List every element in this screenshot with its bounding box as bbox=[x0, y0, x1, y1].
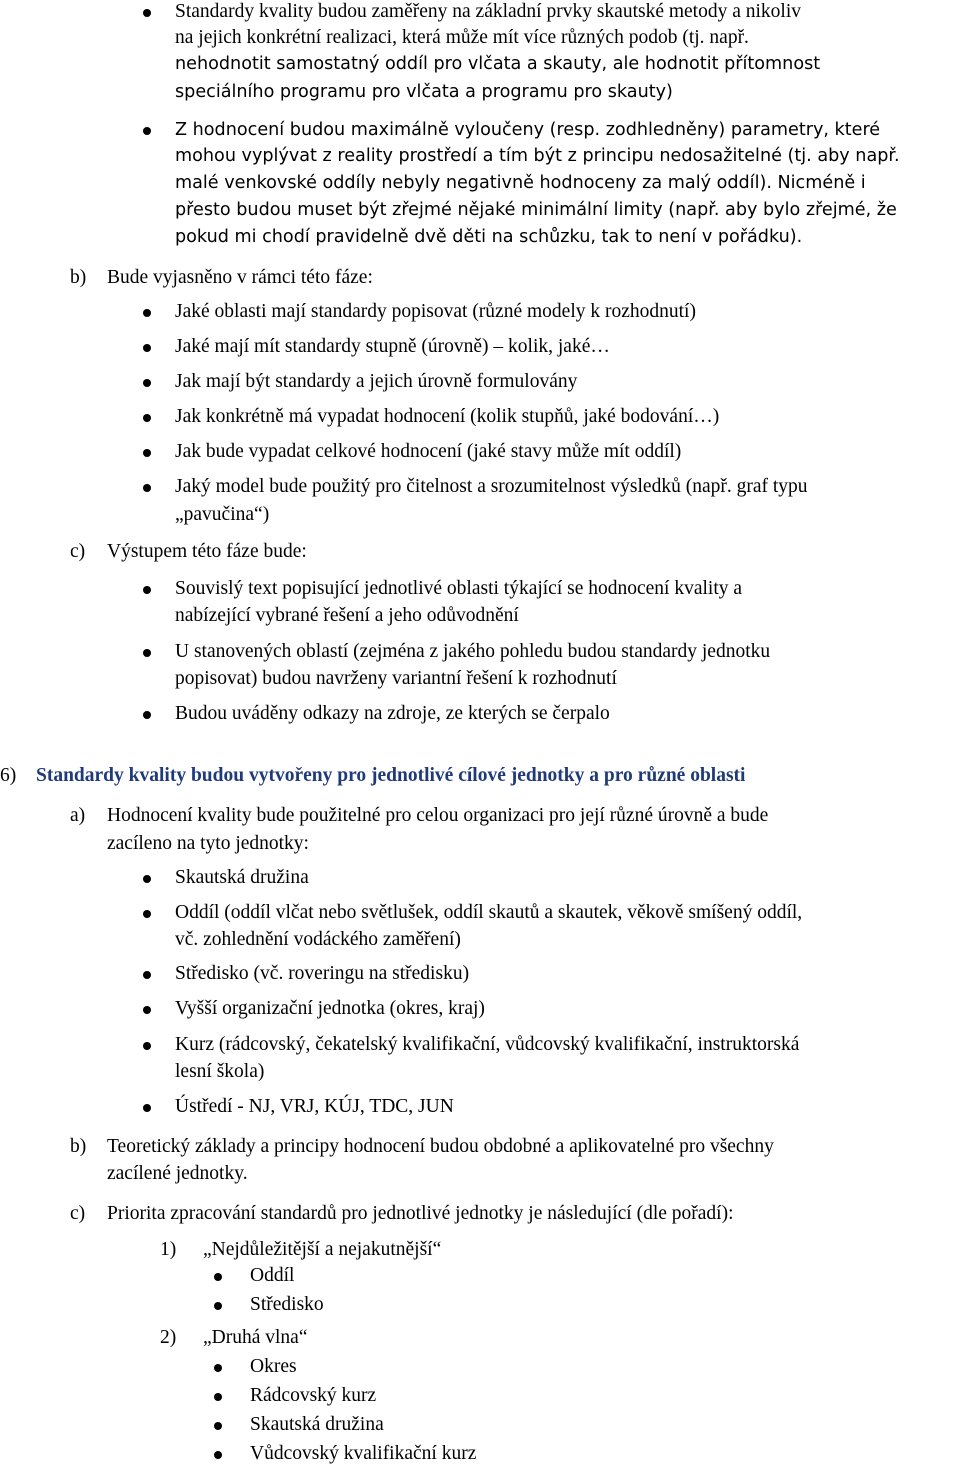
bullet-icon bbox=[143, 344, 151, 352]
section-b-item-6-line-2: „pavučina“) bbox=[175, 504, 270, 525]
intro-bullet-2-line-3: malé venkovské oddíly nebyly negativně hodnoceny za malý oddíl). Nicméně i bbox=[175, 173, 866, 193]
bullet-icon bbox=[143, 484, 151, 492]
bullet-icon bbox=[143, 127, 151, 135]
priority-2-number: 2) bbox=[160, 1327, 177, 1348]
section-6a-line-1: Hodnocení kvality bude použitelné pro celou organizaci pro její různé úrovně a bude bbox=[107, 805, 769, 826]
section-b-heading: Bude vyjasněno v rámci této fáze: bbox=[107, 267, 373, 288]
bullet-icon bbox=[214, 1273, 222, 1281]
priority-2-title: „Druhá vlna“ bbox=[203, 1327, 308, 1348]
section-c-item-1-line-1: Souvislý text popisující jednotlivé oblasti týkající se hodnocení kvality a bbox=[175, 578, 743, 599]
priority-item: Rádcovský kurz bbox=[250, 1385, 377, 1406]
bullet-icon bbox=[214, 1422, 222, 1430]
bullet-icon bbox=[143, 1104, 151, 1112]
heading-6-title: Standardy kvality budou vytvořeny pro jednotlivé cílové jednotky a pro různé oblasti bbox=[36, 765, 746, 786]
section-c-item-3: Budou uváděny odkazy na zdroje, ze kterých se čerpalo bbox=[175, 703, 610, 724]
section-b-item: Jaké oblasti mají standardy popisovat (různé modely k rozhodnutí) bbox=[175, 301, 696, 322]
section-b-item: Jak konkrétně má vypadat hodnocení (kolik stupňů, jaké bodování…) bbox=[175, 406, 720, 427]
priority-item: Oddíl bbox=[250, 1265, 295, 1286]
unit-item: Středisko (vč. roveringu na středisku) bbox=[175, 963, 470, 984]
priority-item: Okres bbox=[250, 1356, 297, 1377]
intro-bullet-2-line-4: přesto budou muset být zřejmé nějaké minimální limity (např. aby bylo zřejmé, že bbox=[175, 200, 897, 220]
unit-item: Skautská družina bbox=[175, 867, 309, 888]
section-b-item: Jaké mají mít standardy stupně (úrovně) – kolik, jaké… bbox=[175, 336, 610, 357]
bullet-icon bbox=[143, 414, 151, 422]
priority-item: Středisko bbox=[250, 1294, 324, 1315]
section-6c-heading: Priorita zpracování standardů pro jednotlivé jednotky je následující (dle pořadí): bbox=[107, 1203, 734, 1224]
section-6a-line-2: zacíleno na tyto jednotky: bbox=[107, 833, 309, 854]
bullet-icon bbox=[214, 1393, 222, 1401]
bullet-icon bbox=[143, 649, 151, 657]
section-6c-label: c) bbox=[70, 1203, 86, 1224]
section-c-item-1-line-2: nabízející vybrané řešení a jeho odůvodnění bbox=[175, 605, 519, 626]
unit-item-line-1: Oddíl (oddíl vlčat nebo světlušek, oddíl skautů a skautek, věkově smíšený oddíl, bbox=[175, 902, 803, 923]
section-6b-line-1: Teoretický základy a principy hodnocení budou obdobné a aplikovatelné pro všechny bbox=[107, 1136, 774, 1157]
section-6b-line-2: zacílené jednotky. bbox=[107, 1163, 248, 1184]
intro-bullet-2-line-5: pokud mi chodí pravidelně dvě děti na schůzku, tak to není v pořádku). bbox=[175, 227, 803, 247]
priority-item: Vůdcovský kvalifikační kurz bbox=[250, 1443, 477, 1464]
unit-item: Ústředí - NJ, VRJ, KÚJ, TDC, JUN bbox=[175, 1096, 454, 1117]
section-b-item: Jak mají být standardy a jejich úrovně formulovány bbox=[175, 371, 578, 392]
unit-item-line-2: vč. zohlednění vodáckého zaměření) bbox=[175, 929, 461, 950]
bullet-icon bbox=[143, 1006, 151, 1014]
bullet-icon bbox=[214, 1364, 222, 1372]
bullet-icon bbox=[143, 910, 151, 918]
bullet-icon bbox=[143, 1042, 151, 1050]
section-6a-label: a) bbox=[70, 805, 86, 826]
section-b-item-6-line-1: Jaký model bude použitý pro čitelnost a srozumitelnost výsledků (např. graf typu bbox=[175, 476, 808, 497]
priority-1-title: „Nejdůležitější a nejakutnější“ bbox=[203, 1239, 442, 1260]
bullet-icon bbox=[214, 1451, 222, 1459]
unit-item: Vyšší organizační jednotka (okres, kraj) bbox=[175, 998, 485, 1019]
priority-item: Skautská družina bbox=[250, 1414, 384, 1435]
bullet-icon bbox=[143, 379, 151, 387]
section-c-item-2-line-1: U stanovených oblastí (zejména z jakého pohledu budou standardy jednotku bbox=[175, 641, 771, 662]
intro-bullet-1-line-1: Standardy kvality budou zaměřeny na základní prvky skautské metody a nikoliv bbox=[175, 1, 802, 22]
unit-item-line-2: lesní škola) bbox=[175, 1061, 265, 1082]
section-6b-label: b) bbox=[70, 1136, 87, 1157]
bullet-icon bbox=[143, 309, 151, 317]
bullet-icon bbox=[143, 711, 151, 719]
heading-6-number: 6) bbox=[0, 765, 17, 786]
bullet-icon bbox=[143, 9, 151, 17]
bullet-icon bbox=[214, 1302, 222, 1310]
priority-1-number: 1) bbox=[160, 1239, 177, 1260]
intro-bullet-1-line-2: na jejich konkrétní realizaci, která může mít více různých podob (tj. např. bbox=[175, 27, 749, 48]
bullet-icon bbox=[143, 586, 151, 594]
intro-bullet-2-line-2: mohou vyplývat z reality prostředí a tím být z principu nedosažitelné (tj. aby např. bbox=[175, 146, 900, 166]
section-c-item-2-line-2: popisovat) budou navrženy variantní řešení k rozhodnutí bbox=[175, 668, 617, 689]
section-b-label: b) bbox=[70, 267, 87, 288]
bullet-icon bbox=[143, 875, 151, 883]
section-c-label: c) bbox=[70, 541, 86, 562]
unit-item-line-1: Kurz (rádcovský, čekatelský kvalifikační, vůdcovský kvalifikační, instruktorská bbox=[175, 1034, 800, 1055]
bullet-icon bbox=[143, 971, 151, 979]
bullet-icon bbox=[143, 449, 151, 457]
intro-bullet-1-line-3: nehodnotit samostatný oddíl pro vlčata a skauty, ale hodnotit přítomnost bbox=[175, 54, 821, 74]
intro-bullet-1-line-4: speciálního programu pro vlčata a programu pro skauty) bbox=[175, 82, 673, 102]
section-b-item: Jak bude vypadat celkové hodnocení (jaké stavy může mít oddíl) bbox=[175, 441, 682, 462]
intro-bullet-2-line-1: Z hodnocení budou maximálně vyloučeny (resp. zodhledněny) parametry, které bbox=[175, 120, 881, 140]
section-c-heading: Výstupem této fáze bude: bbox=[107, 541, 307, 562]
